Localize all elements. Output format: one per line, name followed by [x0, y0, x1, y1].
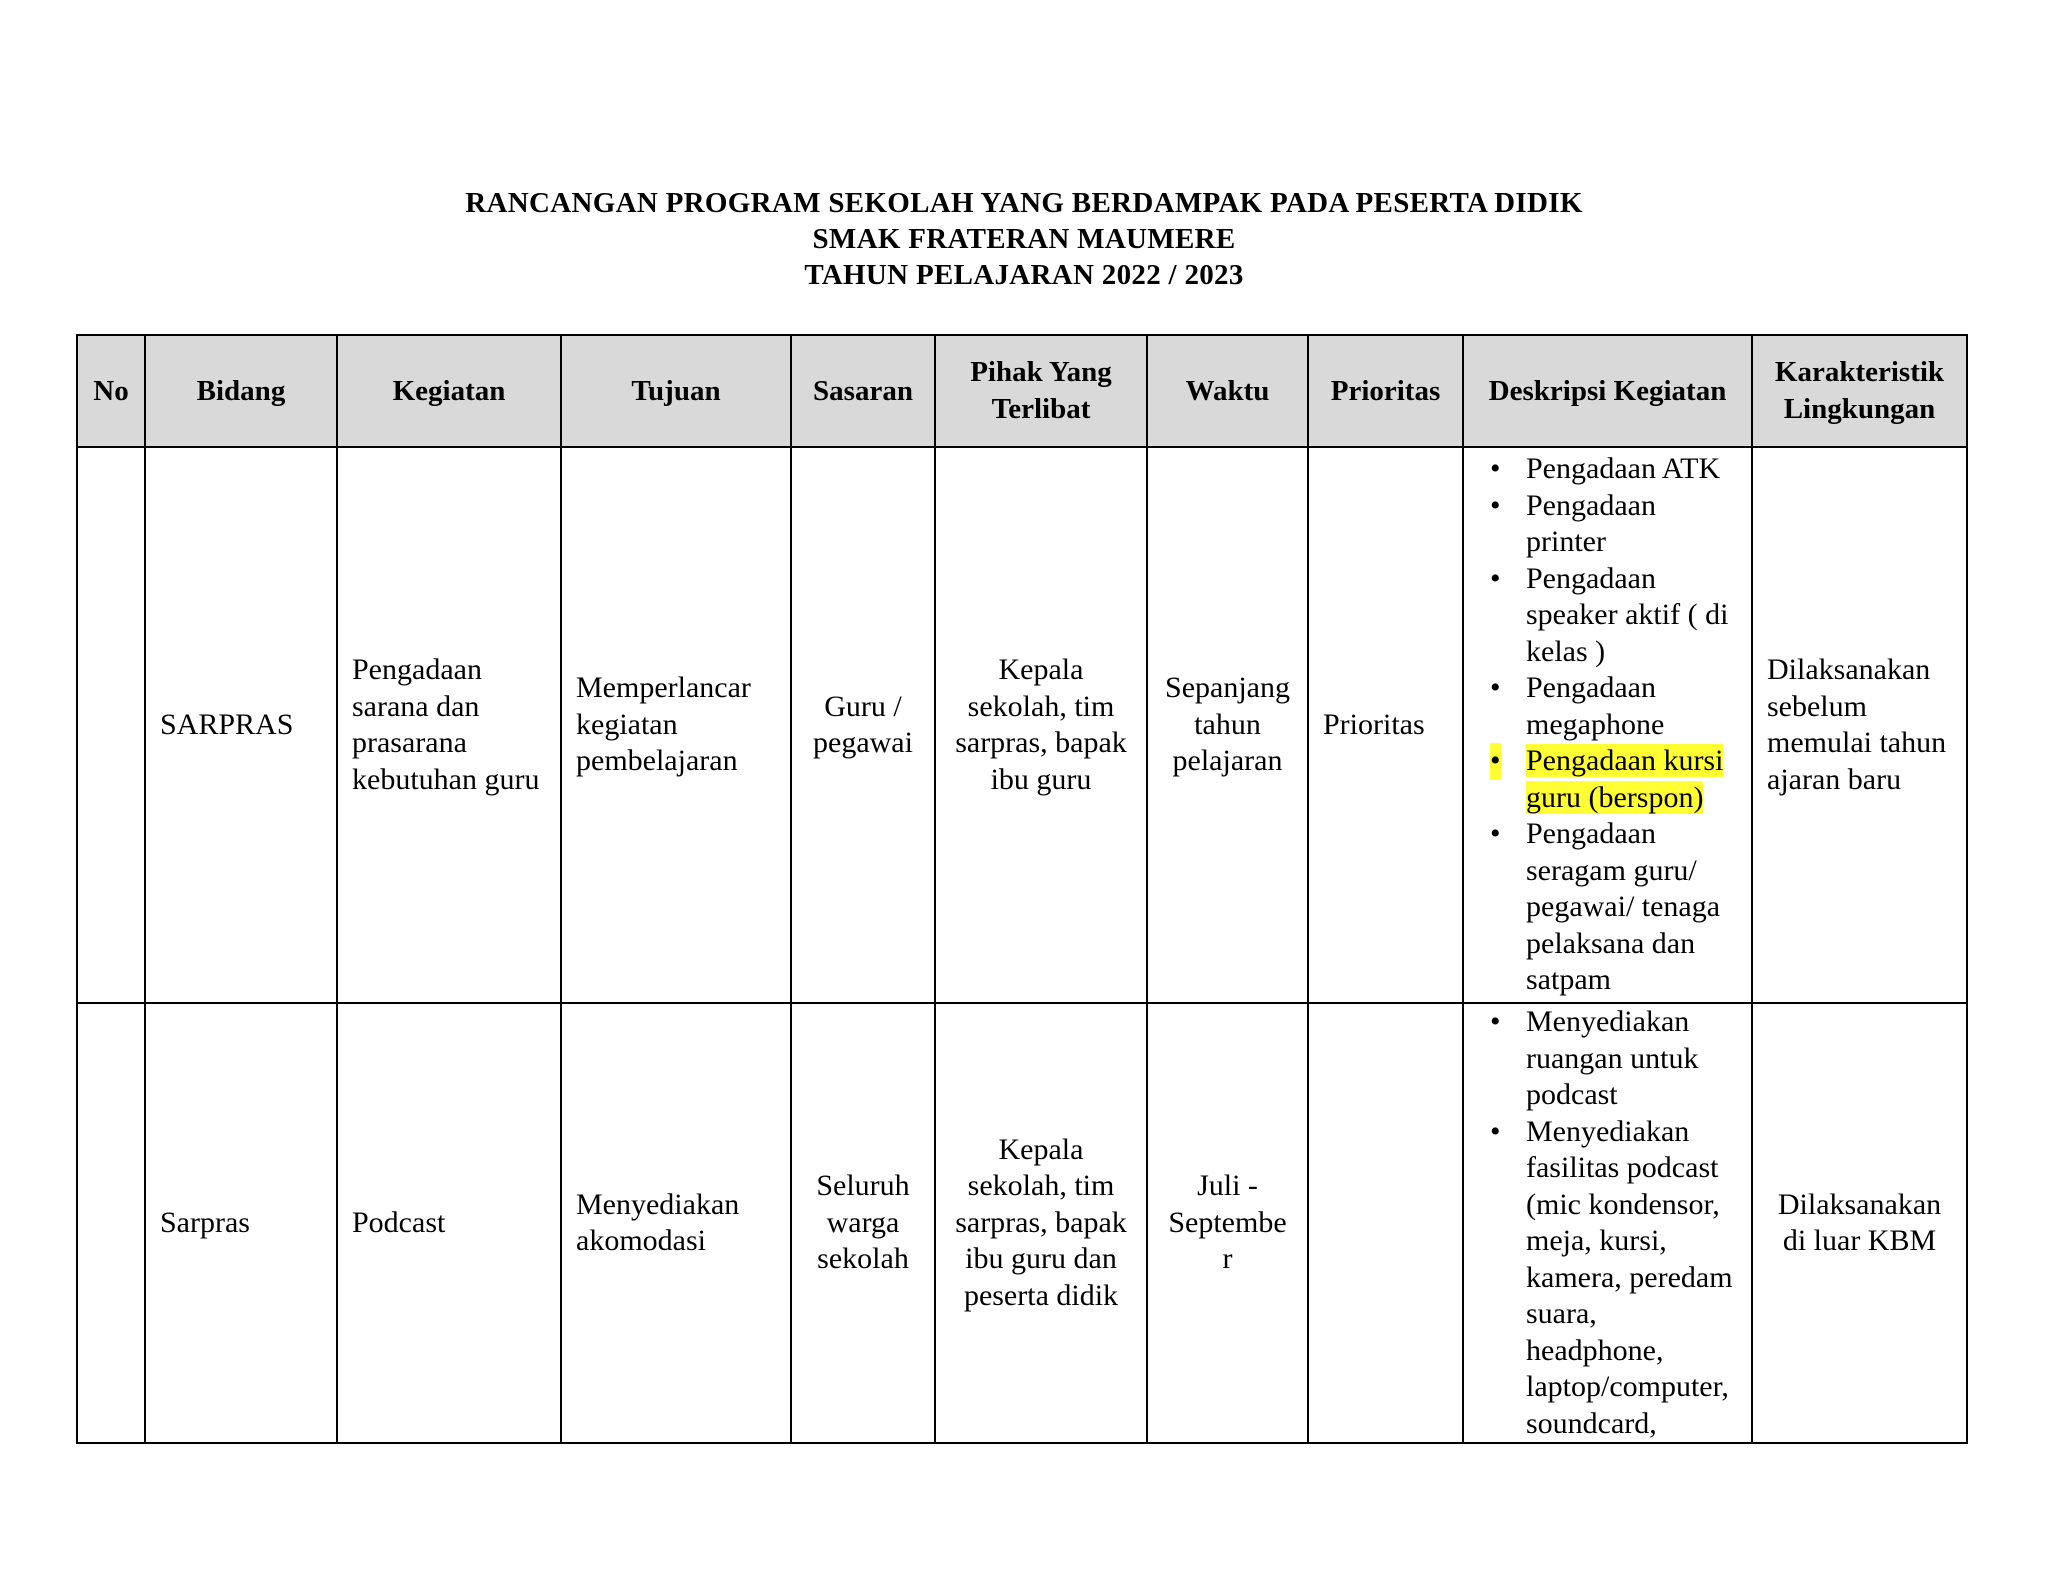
- program-table: [76, 334, 1968, 1444]
- header-pihak-line-2: Terlibat: [991, 393, 1091, 425]
- header-waktu: Waktu: [1147, 335, 1308, 447]
- cell-kegiatan: Podcast: [337, 1003, 561, 1443]
- table-row: [77, 447, 1967, 1003]
- header-karakteristik-line-1: Karakteristik: [1774, 356, 1945, 388]
- cell-pihak: Kepala sekolah, tim sarpras, bapak ibu guru dan peserta didik: [935, 1003, 1147, 1443]
- cell-kegiatan: Pengadaan sarana dan prasarana kebutuhan guru: [337, 447, 561, 1003]
- highlighted-text: Pengadaan kursi guru (berspon): [1526, 744, 1724, 814]
- title-line-3: TAHUN PELAJARAN 2022 / 2023: [804, 259, 1244, 291]
- header-no: No: [77, 335, 145, 447]
- cell-no: [77, 1003, 145, 1443]
- header-kegiatan: Kegiatan: [337, 335, 561, 447]
- table-header-row: [77, 335, 1967, 447]
- cell-bidang: SARPRAS: [145, 447, 337, 1003]
- cell-prioritas: Prioritas: [1308, 447, 1463, 1003]
- header-karakteristik: [1752, 335, 1967, 447]
- cell-tujuan: Memperlancar kegiatan pembelajaran: [561, 447, 791, 1003]
- cell-deskripsi: [1463, 447, 1752, 1003]
- header-sasaran: Sasaran: [791, 335, 935, 447]
- header-deskripsi: Deskripsi Kegiatan: [1463, 335, 1752, 447]
- list-item: • Pengadaan megaphone: [1526, 670, 1737, 743]
- list-item: • Pengadaan speaker aktif ( di kelas ): [1526, 561, 1737, 671]
- cell-waktu: Sepanjang tahun pelajaran: [1147, 447, 1308, 1003]
- header-prioritas: Prioritas: [1308, 335, 1463, 447]
- cell-bidang: Sarpras: [145, 1003, 337, 1443]
- list-item-highlighted: [1526, 743, 1737, 816]
- header-tujuan: Tujuan: [561, 335, 791, 447]
- title-line-2: SMAK FRATERAN MAUMERE: [812, 223, 1236, 255]
- deskripsi-list: [1478, 1004, 1737, 1442]
- cell-sasaran: Seluruh warga sekolah: [791, 1003, 935, 1443]
- cell-prioritas: [1308, 1003, 1463, 1443]
- header-pihak-line-1: Pihak Yang: [970, 356, 1112, 388]
- cell-karakteristik: Dilaksanakan sebelum memulai tahun ajaran baru: [1752, 447, 1967, 1003]
- list-item: • Pengadaan seragam guru/ pegawai/ tenaga pelaksana dan satpam: [1526, 816, 1737, 999]
- header-karakteristik-line-2: Lingkungan: [1783, 393, 1936, 425]
- list-item: • Menyediakan ruangan untuk podcast: [1526, 1004, 1737, 1114]
- cell-no: [77, 447, 145, 1003]
- list-item: • Menyediakan fasilitas podcast (mic kondensor, meja, kursi, kamera, peredam suara, headphone, laptop/computer, soundcard,: [1526, 1114, 1737, 1443]
- header-bidang: Bidang: [145, 335, 337, 447]
- document-title: [0, 185, 2048, 293]
- header-pihak: [935, 335, 1147, 447]
- cell-tujuan: Menyediakan akomodasi: [561, 1003, 791, 1443]
- table-row: [77, 1003, 1967, 1443]
- cell-pihak: Kepala sekolah, tim sarpras, bapak ibu guru: [935, 447, 1147, 1003]
- cell-deskripsi: [1463, 1003, 1752, 1443]
- cell-karakteristik: Dilaksanakan di luar KBM: [1752, 1003, 1967, 1443]
- title-line-1: RANCANGAN PROGRAM SEKOLAH YANG BERDAMPAK PADA PESERTA DIDIK: [465, 187, 1583, 219]
- cell-sasaran: Guru / pegawai: [791, 447, 935, 1003]
- list-item: • Pengadaan ATK: [1526, 451, 1737, 488]
- cell-waktu: Juli - Septembe r: [1147, 1003, 1308, 1443]
- list-item: • Pengadaan printer: [1526, 488, 1737, 561]
- deskripsi-list: [1478, 451, 1737, 999]
